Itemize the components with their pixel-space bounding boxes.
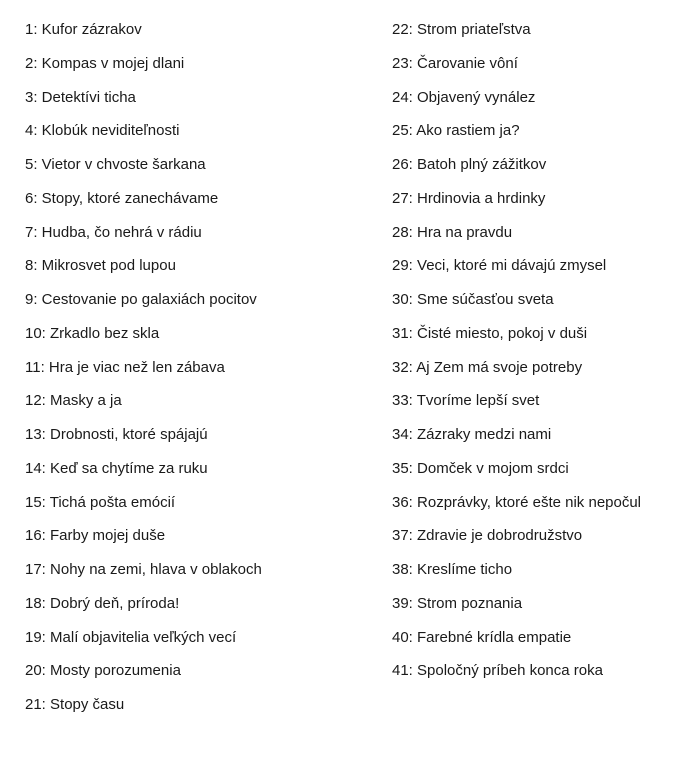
list-item: 12: Masky a ja (25, 392, 122, 410)
topic-list-right-column (392, 19, 682, 694)
list-item: 34: Zázraky medzi nami (392, 426, 552, 443)
list-item: 13: Drobnosti, ktoré spájajú (25, 426, 208, 443)
list-item: 23: Čarovanie vôní (392, 54, 518, 72)
list-item: 3: Detektívi ticha (25, 88, 136, 106)
list-item: 27: Hrdinovia a hrdinky (392, 189, 546, 207)
list-item: 7: Hudba, čo nehrá v rádiu (25, 223, 202, 241)
list-item: 25: Ako rastiem ja? (392, 122, 520, 140)
list-item: 5: Vietor v chvoste šarkana (25, 156, 206, 173)
list-item: 26: Batoh plný zážitkov (392, 156, 547, 173)
list-item: 39: Strom poznania (392, 594, 523, 612)
list-item: 10: Zrkadlo bez skla (25, 324, 160, 342)
list-item: 38: Kreslíme ticho (392, 561, 513, 578)
list-item: 19: Malí objavitelia veľkých vecí (25, 628, 237, 646)
list-item: 1: Kufor zázrakov (25, 21, 142, 38)
list-item: 2: Kompas v mojej dlani (25, 54, 185, 72)
list-item: 9: Cestovanie po galaxiách pocitov (25, 291, 257, 308)
list-item: 32: Aj Zem má svoje potreby (392, 358, 583, 376)
topic-list-left-column (25, 19, 370, 728)
list-item: 14: Keď sa chytíme za ruku (25, 459, 208, 477)
list-item: 33: Tvoríme lepší svet (392, 392, 540, 410)
list-item: 29: Veci, ktoré mi dávajú zmysel (392, 257, 607, 275)
list-item: 16: Farby mojej duše (25, 527, 166, 545)
list-item: 8: Mikrosvet pod lupou (25, 257, 176, 275)
list-item: 24: Objavený vynález (392, 88, 536, 106)
list-item: 15: Tichá pošta emócií (25, 493, 176, 511)
list-item: 31: Čisté miesto, pokoj v duši (392, 324, 588, 342)
list-item: 21: Stopy času (25, 696, 125, 713)
list-item: 18: Dobrý deň, príroda! (25, 594, 180, 612)
list-item: 11: Hra je viac než len zábava (25, 358, 225, 376)
list-item: 28: Hra na pravdu (392, 223, 513, 241)
list-item: 30: Sme súčasťou sveta (392, 291, 554, 308)
list-item: 36: Rozprávky, ktoré ešte nik nepočul (392, 493, 642, 511)
list-item: 35: Domček v mojom srdci (392, 459, 569, 477)
list-item: 4: Klobúk neviditeľnosti (25, 122, 180, 140)
list-item: 17: Nohy na zemi, hlava v oblakoch (25, 561, 262, 578)
list-item: 20: Mosty porozumenia (25, 662, 181, 680)
list-item: 6: Stopy, ktoré zanechávame (25, 189, 219, 207)
list-item: 40: Farebné krídla empatie (392, 628, 572, 646)
list-item: 37: Zdravie je dobrodružstvo (392, 527, 583, 545)
list-item: 22: Strom priateľstva (392, 21, 531, 38)
list-item: 41: Spoločný príbeh konca roka (392, 662, 603, 680)
